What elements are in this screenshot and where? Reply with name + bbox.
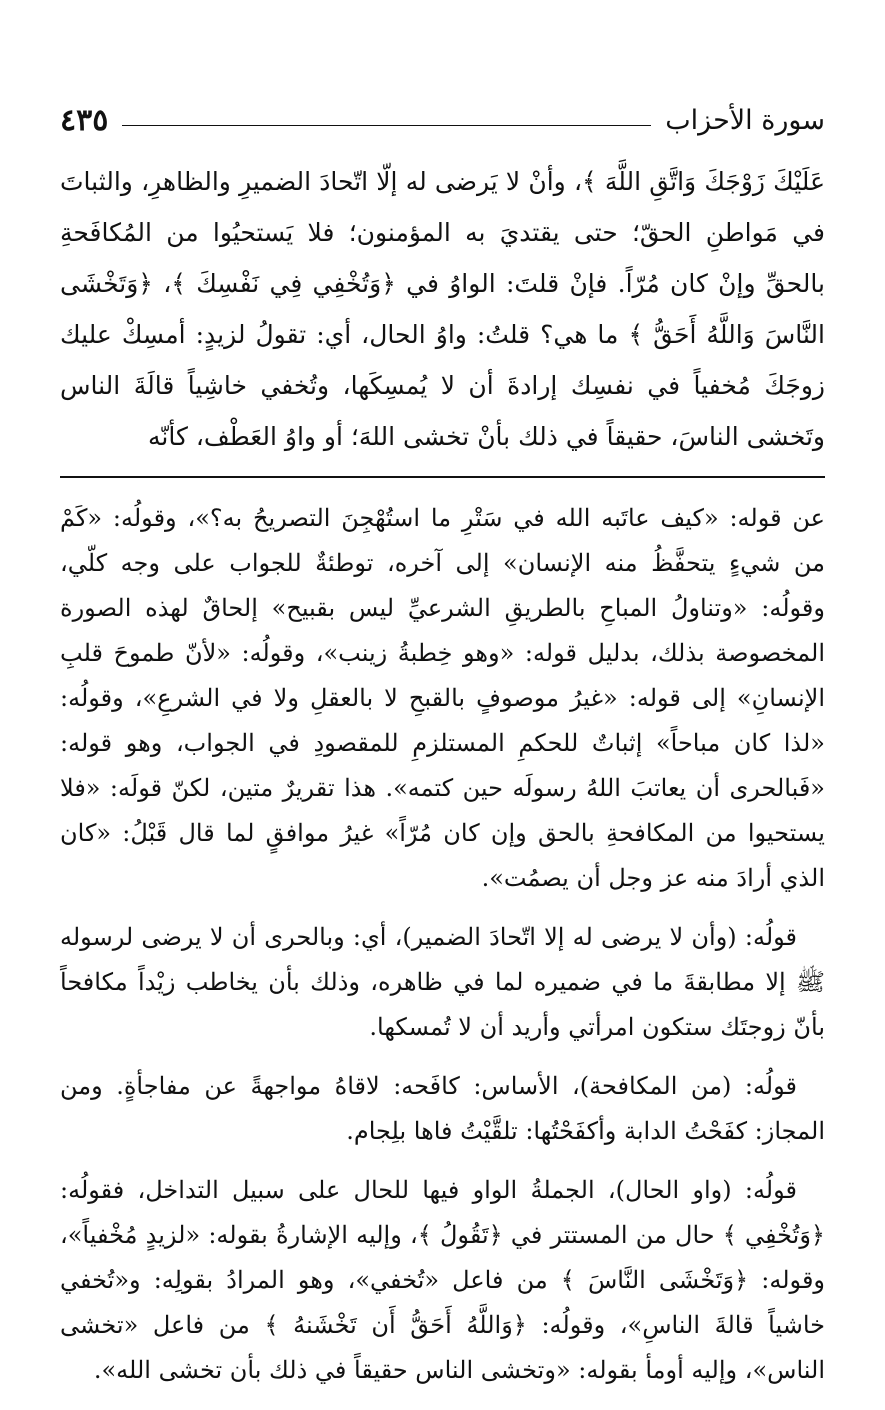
footnote-paragraph: قولُه: (وأن لا يرضى له إلا اتّحادَ الضمير)، أي: وبالحرى أن لا يرضى لرسوله ﷺ إلا مطابقةَ ما في ضميره لما في ظاهره، وذلك بأن يخاطب زيْداً مكافحاً بأنّ زوجتَك ستكون امرأتي وأريد أن لا تُمسكها. — [60, 923, 826, 1041]
footnote-paragraph: قولُه: (واو الحال)، الجملةُ الواو فيها للحال على سبيل التداخل، فقولُه: ﴿وَتُخْفِي ﴾ حال من المستتر في ﴿تَقُولُ ﴾، وإليه الإشارةُ بقوله: «لزيدٍ مُخْفياً»، وقوله: ﴿وَتَخْشَى النَّاسَ ﴾ من فاعل «تُخفي»، وهو المرادُ بقولِه: و«تُخفي خاشياً قالةَ الناسِ»، وقولُه: ﴿وَاللَّهُ أَحَقُّ أَن تَخْشَنهُ ﴾ من فاعل «تخشى الناس»، وإليه أومأ بقوله: «وتخشى الناس حقيقاً في ذلك بأن تخشى الله». — [60, 1176, 825, 1384]
book-page — [60, 92, 825, 1407]
footnote-separator — [60, 476, 825, 478]
main-text: عَلَيْكَ زَوْجَكَ وَاتَّقِ اللَّهَ ﴾، وأنْ لا يَرضى له إلّا اتّحادَ الضميرِ والظاهرِ، والثباتَ في مَواطنِ الحقّ؛ حتى يقتديَ به المؤمنون؛ فلا يَستحيُوا من المُكافَحةِ بالحقِّ وإنْ كان مُرّاً. فإنْ قلتَ: الواوُ في ﴿وَتُخْفِي فِي نَفْسِكَ ﴾، ﴿وَتَخْشَى النَّاسَ وَاللَّهُ أَحَقُّ ﴾ ما هي؟ قلتُ: واوُ الحال، أي: تقولُ لزيدٍ: أمسِكْ عليك زوجَكَ مُخفياً في نفسِك إرادةَ أن لا يُمسِكَها، وتُخفي خاشِياً قالَةَ الناس وتَخشى الناسَ، حقيقاً في ذلك بأنْ تخشى اللهَ؛ أو واوُ العَطْف، كأنّه — [60, 167, 825, 451]
page-header — [60, 92, 825, 148]
footnote-paragraph: قولُه: (من المكافحة)، الأساس: كافَحه: لاقاهُ مواجهةً عن مفاجأةٍ. ومن المجاز: كفَحْتُ الدابة وأكفَحْتُها: تلقَّيْتُ فاها بلِجام. — [60, 1072, 825, 1145]
surah-title: سورة الأحزاب — [665, 104, 825, 136]
footnote-paragraph: عن قوله: «كيف عاتَبه الله في سَتْرِ ما استُهْجِنَ التصريحُ به؟»، وقولُه: «كَمْ من شيءٍ يتحفَّظُ منه الإنسان» إلى آخره، توطئةٌ للجواب على وجه كلّي، وقولُه: «وتناولُ المباحِ بالطريقِ الشرعيِّ ليس بقبيح» إلحاقٌ لهذه الصورة المخصوصة بذلك، بدليل قوله: «وهو خِطبةُ زينب»، وقولُه: «لأنّ طموحَ قلبِ الإنسانِ» إلى قوله: «غيرُ موصوفٍ بالقبحِ لا بالعقلِ ولا في الشرعِ»، وقولُه: «لذا كان مباحاً» إثباتٌ للحكمِ المستلزمِ للمقصودِ في الجواب، وهو قوله: «فَبالحرى أن يعاتبَ اللهُ رسولَه حين كتمه». هذا تقريرٌ متين، لكنّ قولَه: «فلا يستحيوا من المكافحةِ بالحق وإن كان مُرّاً» غيرُ موافقٍ لما قال قَبْلُ: «كان الذي أرادَ منه عز وجل أن يصمُت». — [60, 504, 825, 892]
page-number: ٤٣٥ — [60, 102, 109, 138]
header-rule — [122, 125, 651, 126]
